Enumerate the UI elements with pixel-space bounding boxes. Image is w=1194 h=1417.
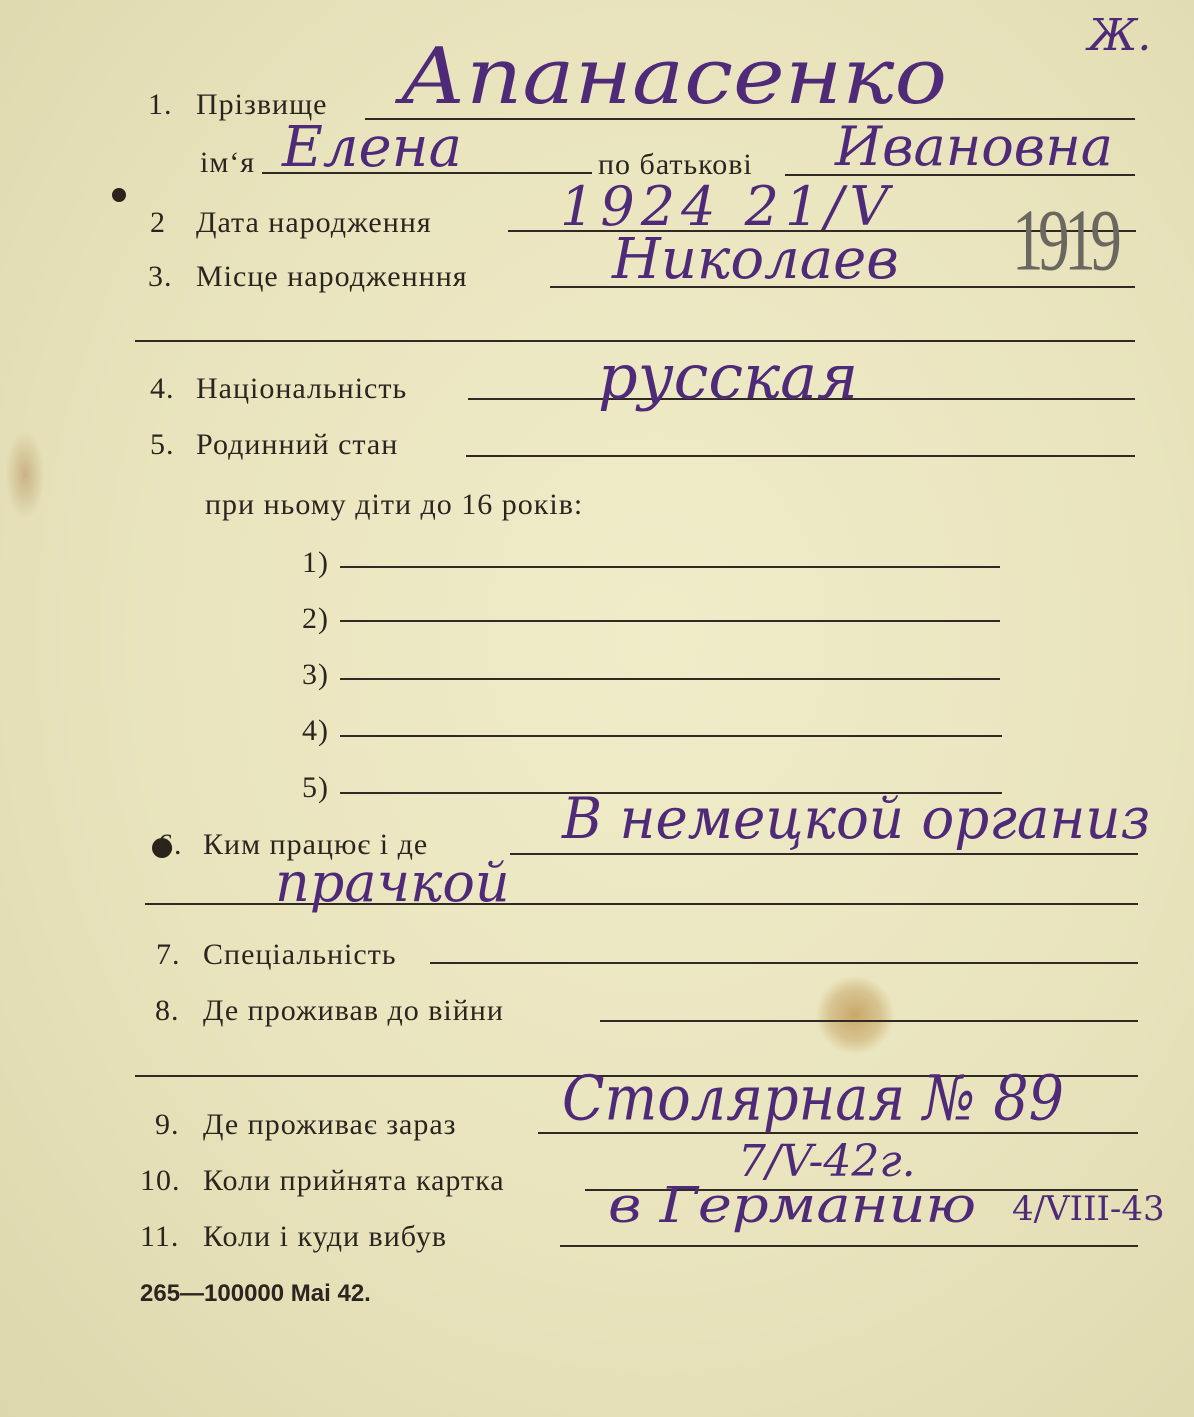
nationality-value: русская bbox=[598, 340, 859, 413]
birth-date-label: Дата народження bbox=[196, 206, 432, 239]
specialty-line bbox=[430, 962, 1138, 964]
field-5-number: 5. bbox=[150, 428, 175, 461]
child-4-line bbox=[340, 735, 1002, 737]
card-accepted-label: Коли прийнята картка bbox=[203, 1164, 505, 1197]
departed-line bbox=[560, 1245, 1138, 1247]
birth-date-value: 1924 21/V bbox=[560, 175, 895, 238]
birth-year-correction: 1919 bbox=[1012, 193, 1117, 290]
print-code: 265—100000 Mai 42. bbox=[140, 1280, 371, 1307]
field-11-number: 11. bbox=[140, 1220, 180, 1253]
field-2-number: 2 bbox=[150, 206, 166, 239]
corner-mark: Ж. bbox=[1088, 10, 1152, 61]
surname-value: Апанасенко bbox=[400, 32, 948, 122]
field-8-number: 8. bbox=[155, 994, 180, 1027]
marital-status-line bbox=[466, 455, 1135, 457]
nationality-label: Національність bbox=[196, 372, 408, 405]
child-1-number: 1) bbox=[302, 546, 329, 579]
birth-place-value: Николаев bbox=[612, 227, 899, 292]
departed-value: в Германию bbox=[608, 1176, 977, 1234]
child-3-number: 3) bbox=[302, 658, 329, 691]
work-value-continued: прачкой bbox=[275, 851, 510, 914]
field-3-number: 3. bbox=[148, 260, 173, 293]
card-accepted-value: 7/V-42г. bbox=[738, 1136, 916, 1187]
marital-status-label: Родинний стан bbox=[196, 428, 399, 461]
field-9-number: 9. bbox=[155, 1108, 180, 1141]
field-6-number: 6. bbox=[158, 828, 183, 861]
first-name-value: Елена bbox=[282, 115, 462, 180]
work-value: В немецкой организ bbox=[562, 786, 1151, 853]
child-2-line bbox=[340, 620, 1000, 622]
patronymic-value: Ивановна bbox=[835, 115, 1113, 178]
prewar-residence-label: Де проживав до війни bbox=[203, 994, 504, 1027]
current-residence-label: Де проживає зараз bbox=[203, 1108, 457, 1141]
work-line bbox=[510, 853, 1138, 855]
work-label: Ким працює і де bbox=[203, 828, 429, 861]
birth-place-label: Місце народженння bbox=[196, 260, 468, 293]
field-4-number: 4. bbox=[150, 372, 175, 405]
child-1-line bbox=[340, 566, 1000, 568]
child-2-number: 2) bbox=[302, 602, 329, 635]
field-10-number: 10. bbox=[140, 1164, 181, 1197]
current-residence-value: Столярная № 89 bbox=[562, 1062, 1065, 1135]
fold-stain bbox=[5, 430, 45, 520]
punch-mark-1 bbox=[112, 188, 126, 202]
departed-date: 4/VIII-43 bbox=[1012, 1189, 1165, 1229]
first-name-label: ім‘я bbox=[200, 146, 256, 179]
coffee-stain bbox=[815, 975, 895, 1055]
surname-label: Прізвище bbox=[196, 88, 328, 121]
field-7-number: 7. bbox=[156, 938, 181, 971]
field-1-number: 1. bbox=[148, 88, 173, 121]
specialty-label: Спеціальність bbox=[203, 938, 397, 971]
child-5-number: 5) bbox=[302, 771, 329, 804]
patronymic-label: по батькові bbox=[598, 148, 753, 181]
child-3-line bbox=[340, 678, 1000, 680]
children-label: при ньому діти до 16 років: bbox=[205, 488, 584, 521]
departed-label: Коли і куди вибув bbox=[203, 1220, 448, 1253]
child-4-number: 4) bbox=[302, 714, 329, 747]
prewar-residence-line bbox=[600, 1020, 1138, 1022]
